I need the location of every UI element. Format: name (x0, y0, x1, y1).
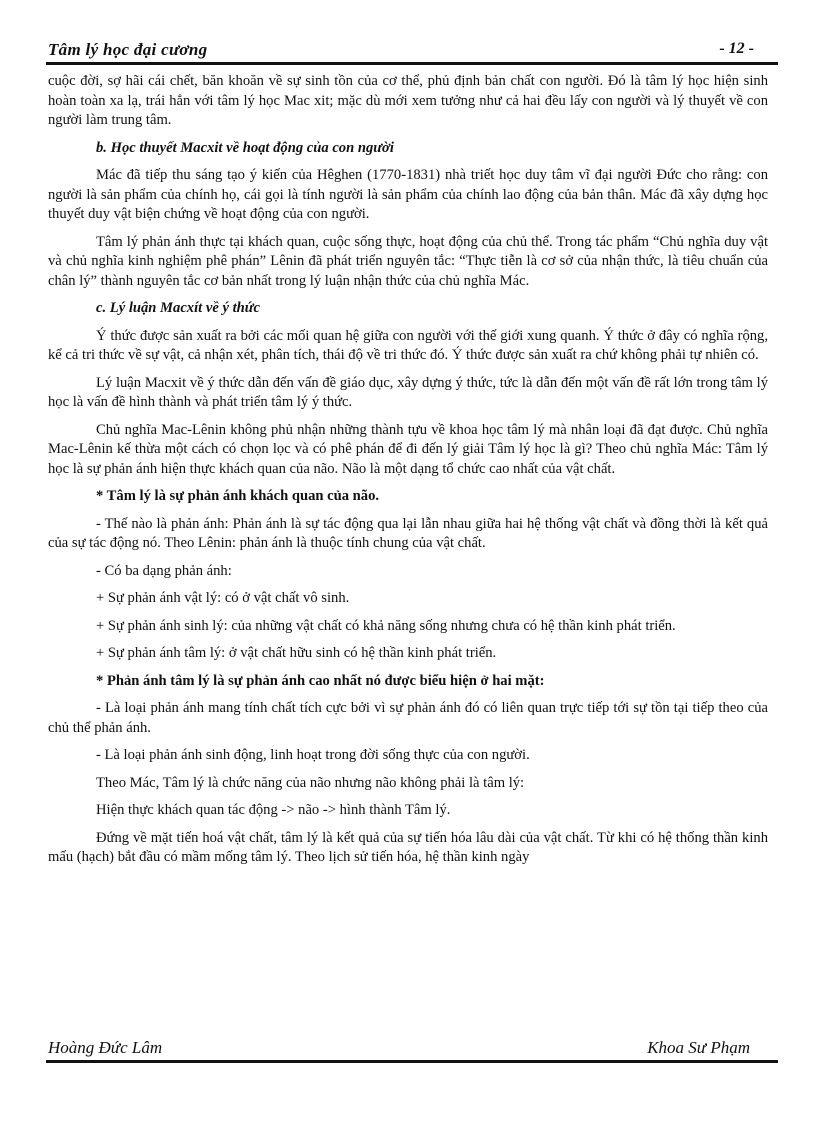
bold-heading: * Phản ánh tâm lý là sự phản ánh cao nhất nó được biểu hiện ở hai mặt: (96, 672, 545, 689)
document-body (48, 72, 768, 876)
paragraph: - Là loại phản ánh sinh động, linh hoạt trong đời sống thực của con người. (96, 747, 530, 763)
list-item: + Sự phản ánh sinh lý: của những vật chất có khả năng sống nhưng chưa có hệ thần kinh phát triển. (96, 617, 676, 634)
bold-heading: * Tâm lý là sự phản ánh khách quan của não. (96, 488, 380, 504)
paragraph: Ý thức được sản xuất ra bởi các mối quan hệ giữa con người với thế giới xung quanh. Ý thức ở đây có nghĩa rộng, kể cả tri thức về sự vật, cả nhận xét, phân tích, thái độ về tri thức đó. Ý thức được sản xuất ra chứ không phải tự nhiên có. (48, 327, 768, 363)
list-item: + Sự phản ánh vật lý: có ở vật chất vô sinh. (96, 590, 350, 606)
paragraph: Hiện thực khách quan tác động -> não -> hình thành Tâm lý. (96, 802, 451, 818)
paragraph: cuộc đời, sợ hãi cái chết, băn khoăn về sự sinh tồn của cơ thể, phủ định bản chất con người. Đó là tâm lý học hiện sinh hoàn toàn xa lạ, trái hẳn với tâm lý học Mac xit; mặc dù mới xem tưởng như cả hai đều lấy con người và lý thuyết về con người làm trung tâm. (48, 73, 768, 128)
page-number: - 12 - (719, 40, 754, 57)
paragraph: - Là loại phản ánh mang tính chất tích cực bởi vì sự phản ánh đó có liên quan trực tiếp tới sự tồn tại tiếp theo của chủ thể phản ánh. (48, 700, 768, 736)
paragraph: Chủ nghĩa Mac-Lênin không phủ nhận những thành tựu về khoa học tâm lý mà nhân loại đã đạt được. Chủ nghĩa Mac-Lênin kế thừa một cách có chọn lọc và có phê phán để đi đến lý giải Tâm lý học là gì? Theo chủ nghĩa Mác: Tâm lý học là sự phản ánh hiện thực khách quan của não. Não là một dạng tổ chức cao nhất của vật chất. (48, 421, 768, 477)
paragraph: Theo Mác, Tâm lý là chức năng của não nhưng não không phải là tâm lý: (96, 774, 525, 791)
paragraph: - Có ba dạng phản ánh: (96, 562, 232, 579)
section-heading: c. Lý luận Macxít về ý thức (96, 300, 260, 316)
document-title: Tâm lý học đại cương (48, 40, 208, 59)
paragraph: - Thế nào là phản ánh: Phản ánh là sự tác động qua lại lẫn nhau giữa hai hệ thống vật chất và đồng thời là kết quả của sự tác động nó. Theo Lênin: phản ánh là thuộc tính chung của vật chất. (48, 515, 768, 551)
list-item: + Sự phản ánh tâm lý: ở vật chất hữu sinh có hệ thần kinh phát triển. (96, 645, 497, 661)
paragraph: Đứng về mặt tiến hoá vật chất, tâm lý là kết quả của sự tiến hóa lâu dài của vật chất. Từ khi có hệ thống thần kinh mấu (hạch) bắt đầu có mầm mống tâm lý. Theo lịch sử tiến hóa, hệ thần kinh ngày (48, 829, 768, 865)
page-header (46, 38, 778, 65)
department-name: Khoa Sư Phạm (647, 1038, 750, 1057)
author-name: Hoàng Đức Lâm (48, 1038, 163, 1057)
page-footer (46, 1036, 778, 1063)
paragraph: Mác đã tiếp thu sáng tạo ý kiến của Hêghen (1770-1831) nhà triết học duy tâm vĩ đại người Đức cho rằng: con người là sản phẩm của chính họ, cái gọi là tính người là sản phẩm của chính lao động của bản thân. Mác đã xây dựng học thuyết duy vật biện chứng về hoạt động của con người. (48, 167, 768, 222)
section-heading: b. Học thuyết Macxit về hoạt động của con người (96, 139, 394, 156)
paragraph: Tâm lý phản ánh thực tại khách quan, cuộc sống thực, hoạt động của chủ thể. Trong tác phẩm “Chủ nghĩa duy vật và chủ nghĩa kinh nghiệm phê phán” Lênin đã phát triển nguyên tắc: “Thực tiễn là cơ sở của nhận thức, là tiêu chuẩn của chân lý” thành nguyên tắc cơ bản nhất trong lý luận nhận thức của chủ nghĩa Mác. (48, 233, 768, 289)
paragraph: Lý luận Macxit về ý thức dẫn đến vấn đề giáo dục, xây dựng ý thức, tức là dẫn đến một vấn đề rất lớn trong tâm lý học là vấn đề hình thành và phát triển tâm lý ý thức. (48, 374, 768, 410)
